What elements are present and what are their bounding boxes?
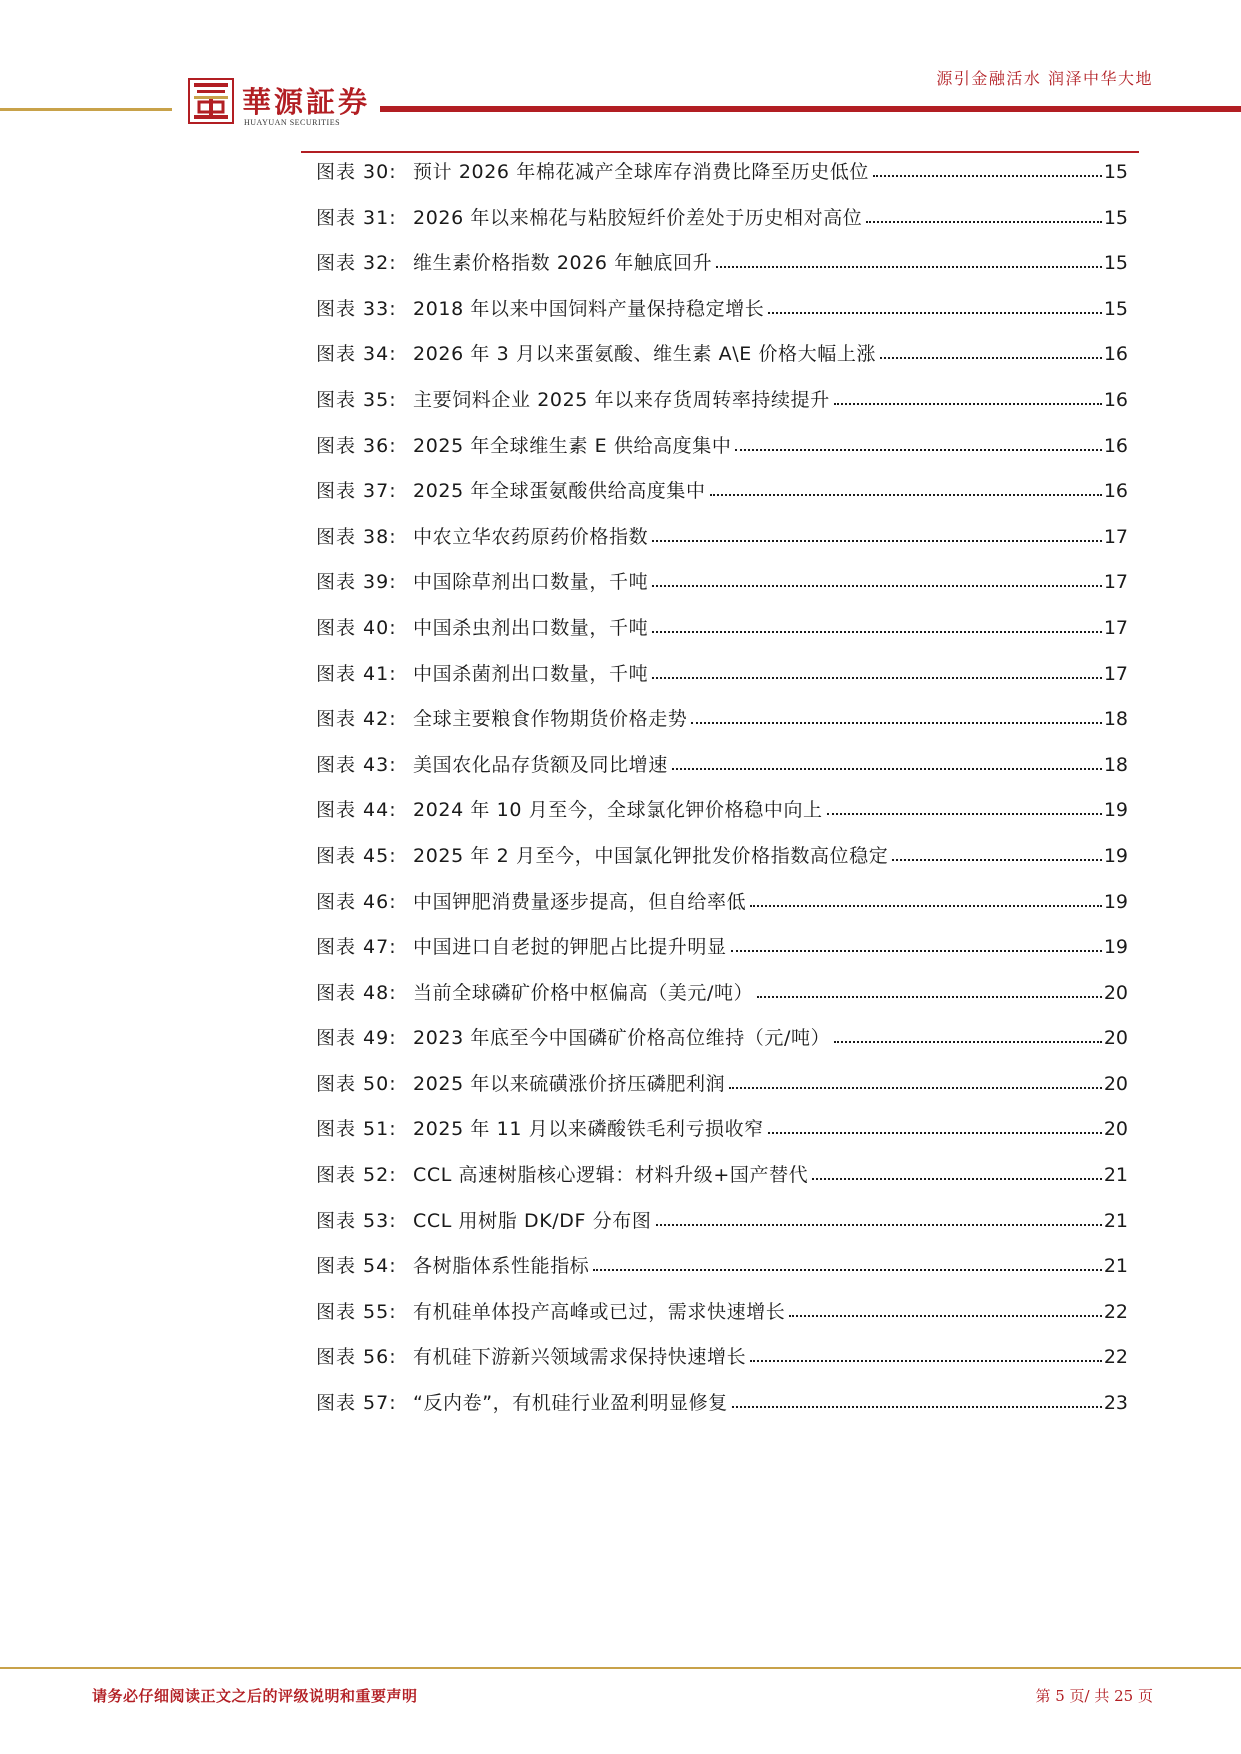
toc-entry-title: 当前全球磷矿价格中枢偏高（美元/吨）: [413, 981, 754, 1004]
toc-entry-label: 图表 31:: [316, 206, 397, 229]
toc-entry[interactable]: [316, 1290, 1128, 1336]
toc-dot-leader: [652, 674, 1102, 679]
toc-entry-title: 主要饲料企业 2025 年以来存货周转率持续提升: [413, 388, 830, 411]
toc-entry-label: 图表 38:: [316, 525, 397, 548]
toc-dot-leader: [652, 537, 1102, 542]
figure-list: [316, 150, 1128, 1427]
toc-dot-leader: [812, 1175, 1102, 1180]
toc-entry-label: 图表 43:: [316, 753, 397, 776]
toc-entry[interactable]: [316, 424, 1128, 470]
toc-entry-title: 2025 年全球蛋氨酸供给高度集中: [413, 480, 706, 503]
toc-entry-label: 图表 42:: [316, 708, 397, 731]
toc-entry-page: 20: [1103, 1027, 1128, 1050]
toc-entry-title: 有机硅下游新兴领域需求保持快速增长: [413, 1346, 747, 1369]
toc-entry-page: 16: [1103, 480, 1128, 503]
toc-entry-title: 预计 2026 年棉花减产全球库存消费比降至历史低位: [413, 161, 870, 183]
toc-entry-label: 图表 37:: [316, 480, 397, 503]
toc-entry[interactable]: [316, 1335, 1128, 1381]
toc-entry[interactable]: [316, 1381, 1128, 1427]
toc-entry-page: 21: [1103, 1255, 1128, 1278]
toc-dot-leader: [672, 765, 1102, 770]
toc-entry-label: 图表 41:: [316, 662, 397, 685]
toc-entry-label: 图表 47:: [316, 936, 397, 959]
header-red-rule: [380, 106, 1241, 112]
toc-dot-leader: [652, 582, 1102, 587]
toc-entry[interactable]: [316, 925, 1128, 971]
toc-entry-title: 2018 年以来中国饲料产量保持稳定增长: [413, 297, 765, 320]
logo-english-name: HUAYUAN SECURITIES: [244, 118, 341, 127]
toc-entry-label: 图表 44:: [316, 799, 397, 822]
toc-entry[interactable]: [316, 1153, 1128, 1199]
toc-entry[interactable]: [316, 241, 1128, 287]
toc-entry-page: 21: [1103, 1209, 1128, 1232]
toc-entry-page: 15: [1103, 206, 1128, 229]
toc-entry-label: 图表 52:: [316, 1164, 397, 1187]
toc-entry-title: 2026 年以来棉花与粘胶短纤价差处于历史相对高位: [413, 206, 863, 229]
toc-entry-title: 中农立华农药原药价格指数: [413, 525, 649, 548]
toc-entry-label: 图表 56:: [316, 1346, 397, 1369]
toc-dot-leader: [691, 719, 1101, 724]
toc-entry-page: 17: [1103, 571, 1128, 594]
toc-entry-title: 中国除草剂出口数量，千吨: [413, 571, 649, 594]
company-logo: [188, 78, 388, 130]
toc-entry-label: 图表 34:: [316, 343, 397, 366]
footer-disclaimer: 请务必仔细阅读正文之后的评级说明和重要声明: [92, 1687, 418, 1705]
toc-dot-leader: [892, 856, 1101, 861]
toc-dot-leader: [593, 1266, 1101, 1271]
toc-dot-leader: [757, 993, 1102, 998]
toc-entry-page: 23: [1103, 1392, 1128, 1415]
toc-entry[interactable]: [316, 788, 1128, 834]
toc-entry-page: 17: [1103, 525, 1128, 548]
toc-dot-leader: [729, 1084, 1102, 1089]
toc-entry-title: 2025 年 11 月以来磷酸铁毛利亏损收窄: [413, 1118, 764, 1141]
toc-entry-page: 16: [1103, 388, 1128, 411]
toc-entry-title: 2026 年 3 月以来蛋氨酸、维生素 A\E 价格大幅上涨: [413, 343, 877, 366]
toc-dot-leader: [750, 902, 1102, 907]
toc-entry-label: 图表 45:: [316, 844, 397, 867]
toc-entry-page: 18: [1103, 708, 1128, 731]
toc-entry[interactable]: [316, 1244, 1128, 1290]
toc-entry-label: 图表 51:: [316, 1118, 397, 1141]
toc-entry-page: 19: [1103, 844, 1128, 867]
toc-entry[interactable]: [316, 697, 1128, 743]
toc-entry-title: 中国进口自老挝的钾肥占比提升明显: [413, 936, 727, 959]
toc-entry[interactable]: [316, 1016, 1128, 1062]
toc-entry-label: 图表 36:: [316, 434, 397, 457]
toc-entry-page: 19: [1103, 890, 1128, 913]
toc-entry-page: 15: [1103, 161, 1128, 183]
toc-dot-leader: [652, 628, 1102, 633]
toc-dot-leader: [656, 1221, 1102, 1226]
toc-entry-title: 2025 年全球维生素 E 供给高度集中: [413, 434, 732, 457]
toc-entry-page: 16: [1103, 343, 1128, 366]
toc-entry-title: 2025 年 2 月至今，中国氯化钾批发价格指数高位稳定: [413, 844, 889, 867]
toc-entry-label: 图表 33:: [316, 297, 397, 320]
toc-entry-label: 图表 32:: [316, 252, 397, 275]
toc-entry-page: 21: [1103, 1164, 1128, 1187]
toc-entry-label: 图表 50:: [316, 1072, 397, 1095]
toc-entry-label: 图表 35:: [316, 388, 397, 411]
toc-entry[interactable]: [316, 652, 1128, 698]
toc-dot-leader: [880, 354, 1102, 359]
toc-dot-leader: [834, 400, 1102, 405]
toc-entry-label: 图表 54:: [316, 1255, 397, 1278]
toc-entry-page: 18: [1103, 753, 1128, 776]
toc-entry[interactable]: [316, 1107, 1128, 1153]
page-number: 第 5 页/ 共 25 页: [1035, 1687, 1153, 1705]
toc-dot-leader: [710, 491, 1102, 496]
toc-entry-page: 16: [1103, 434, 1128, 457]
toc-entry[interactable]: [316, 560, 1128, 606]
toc-entry-label: 图表 48:: [316, 981, 397, 1004]
toc-entry-title: 2024 年 10 月至今，全球氯化钾价格稳中向上: [413, 799, 823, 822]
toc-dot-leader: [789, 1312, 1101, 1317]
toc-dot-leader: [768, 309, 1101, 314]
toc-entry-page: 22: [1103, 1300, 1128, 1323]
toc-entry-title: 中国杀菌剂出口数量，千吨: [413, 662, 649, 685]
toc-entry-title: 2025 年以来硫磺涨价挤压磷肥利润: [413, 1072, 726, 1095]
toc-entry-page: 17: [1103, 662, 1128, 685]
toc-entry-page: 15: [1103, 297, 1128, 320]
toc-entry-title: 2023 年底至今中国磷矿价格高位维持（元/吨）: [413, 1027, 831, 1050]
toc-dot-leader: [873, 172, 1102, 177]
logo-seal-icon: [188, 78, 234, 124]
toc-entry[interactable]: [316, 287, 1128, 333]
toc-entry-page: 20: [1103, 981, 1128, 1004]
toc-entry[interactable]: [316, 469, 1128, 515]
toc-dot-leader: [768, 1129, 1102, 1134]
toc-entry[interactable]: [316, 515, 1128, 561]
toc-entry-page: 17: [1103, 616, 1128, 639]
toc-entry[interactable]: [316, 1199, 1128, 1245]
toc-entry[interactable]: [316, 332, 1128, 378]
toc-dot-leader: [834, 1038, 1102, 1043]
toc-entry-page: 20: [1103, 1072, 1128, 1095]
toc-entry-label: 图表 53:: [316, 1209, 397, 1232]
toc-entry-page: 19: [1103, 936, 1128, 959]
toc-entry-label: 图表 39:: [316, 571, 397, 594]
toc-entry-title: “反内卷”，有机硅行业盈利明显修复: [413, 1392, 728, 1415]
toc-dot-leader: [866, 218, 1101, 223]
toc-dot-leader: [731, 947, 1102, 952]
toc-entry-label: 图表 40:: [316, 616, 397, 639]
toc-entry-label: 图表 55:: [316, 1300, 397, 1323]
toc-entry-label: 图表 30:: [316, 161, 397, 183]
toc-entry-page: 19: [1103, 799, 1128, 822]
logo-chinese-name: 華源証券: [242, 85, 371, 119]
toc-dot-leader: [750, 1357, 1102, 1362]
toc-entry-title: 维生素价格指数 2026 年触底回升: [413, 252, 713, 275]
toc-dot-leader: [735, 446, 1101, 451]
toc-dot-leader: [716, 263, 1102, 268]
toc-entry-title: CCL 高速树脂核心逻辑：材料升级+国产替代: [413, 1164, 809, 1187]
toc-entry-title: 中国杀虫剂出口数量，千吨: [413, 616, 649, 639]
toc-entry[interactable]: [316, 971, 1128, 1017]
footer-rule: [0, 1667, 1241, 1669]
toc-entry-title: 中国钾肥消费量逐步提高，但自给率低: [413, 890, 747, 913]
toc-entry[interactable]: [316, 150, 1128, 196]
toc-entry[interactable]: [316, 834, 1128, 880]
toc-entry-title: 各树脂体系性能指标: [413, 1255, 590, 1278]
toc-entry-title: 有机硅单体投产高峰或已过，需求快速增长: [413, 1300, 786, 1323]
toc-entry[interactable]: [316, 606, 1128, 652]
toc-entry[interactable]: [316, 880, 1128, 926]
toc-entry-page: 22: [1103, 1346, 1128, 1369]
toc-entry[interactable]: [316, 743, 1128, 789]
toc-entry[interactable]: [316, 1062, 1128, 1108]
toc-entry-title: 美国农化品存货额及同比增速: [413, 753, 668, 776]
header-slogan: 源引金融活水 润泽中华大地: [936, 69, 1153, 88]
toc-entry[interactable]: [316, 378, 1128, 424]
toc-entry[interactable]: [316, 196, 1128, 242]
header-gold-rule: [0, 108, 172, 111]
toc-entry-title: CCL 用树脂 DK/DF 分布图: [413, 1209, 652, 1232]
toc-entry-title: 全球主要粮食作物期货价格走势: [413, 708, 688, 731]
toc-entry-label: 图表 49:: [316, 1027, 397, 1050]
toc-entry-page: 20: [1103, 1118, 1128, 1141]
toc-entry-label: 图表 57:: [316, 1392, 397, 1415]
toc-entry-label: 图表 46:: [316, 890, 397, 913]
toc-entry-page: 15: [1103, 252, 1128, 275]
toc-dot-leader: [732, 1403, 1102, 1408]
toc-dot-leader: [827, 810, 1102, 815]
